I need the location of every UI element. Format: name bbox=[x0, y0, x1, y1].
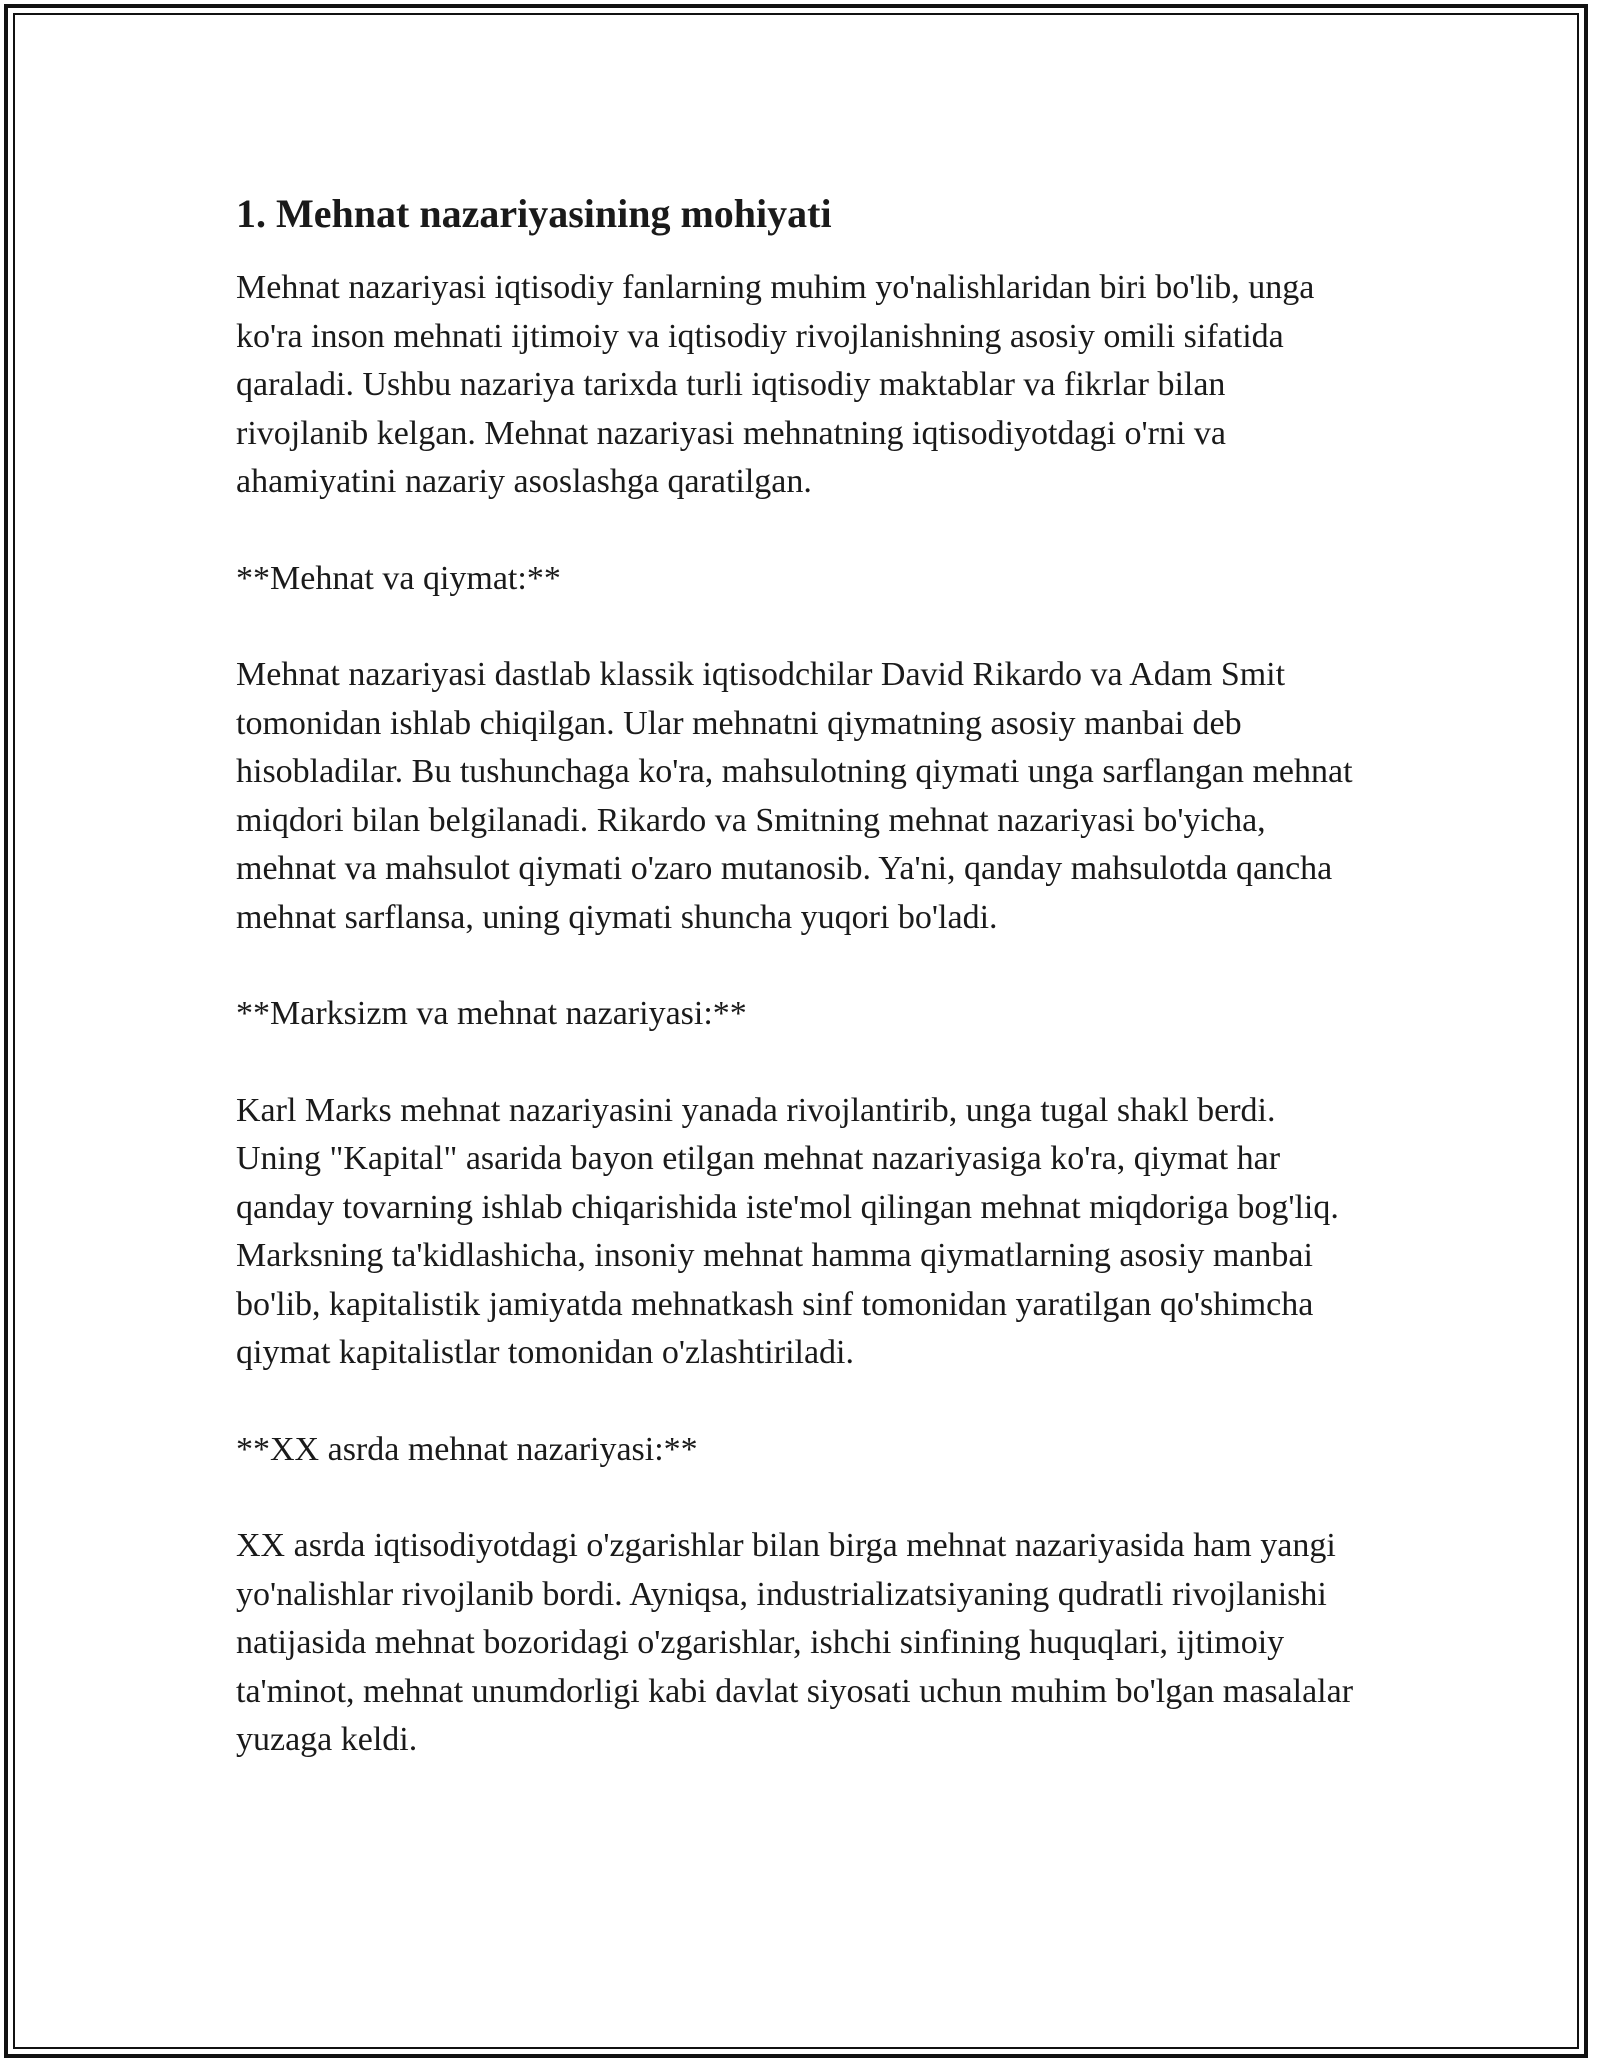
intro-paragraph: Mehnat nazariyasi iqtisodiy fanlarning muhim yo'nalishlaridan biri bo'lib, unga ko'ra inson mehnati ijtimoiy va iqtisodiy rivojlanishning asosiy omili sifatida qaraladi. Ushbu nazariya tarixda turli iqtisodiy maktablar va fikrlar bilan rivojlanib kelgan. Mehnat nazariyasi mehnatning iqtisodiyotdagi o'rni va ahamiyatini nazariy asoslashga qaratilgan. bbox=[236, 269, 1315, 500]
paragraph-20th-century: XX asrda iqtisodiyotdagi o'zgarishlar bilan birga mehnat nazariyasida ham yangi yo'nalishlar rivojlanib bordi. Ayniqsa, industrializatsiyaning qudratli rivojlanishi natijasida mehnat bozoridagi o'zgarishlar, ishchi sinfining huquqlari, ijtimoiy ta'minot, mehnat unumdorligi kabi davlat siyosati uchun muhim bo'lgan masalalar yuzaga keldi. bbox=[236, 1527, 1354, 1758]
subheading-20th-century: **XX asrda mehnat nazariyasi:** bbox=[236, 1430, 698, 1468]
paragraph-labor-and-value: Mehnat nazariyasi dastlab klassik iqtisodchilar David Rikardo va Adam Smit tomonidan ishlab chiqilgan. Ular mehnatni qiymatning asosiy manbai deb hisobladilar. Bu tushunchaga ko'ra, mahsulotning qiymati unga sarflangan mehnat miqdori bilan belgilanadi. Rikardo va Smitning mehnat nazariyasi bo'yicha, mehnat va mahsulot qiymati o'zaro mutanosib. Ya'ni, qanday mahsulotda qancha mehnat sarflansa, uning qiymati shuncha yuqori bo'ladi. bbox=[236, 656, 1353, 936]
paragraph-marxism: Karl Marks mehnat nazariyasini yanada rivojlantirib, unga tugal shakl berdi. Uning "Kapital" asarida bayon etilgan mehnat nazariyasiga ko'ra, qiymat har qanday tovarning ishlab chiqarishida iste'mol qilingan mehnat miqdoriga bog'liq. Marksning ta'kidlashicha, insoniy mehnat hamma qiymatlarning asosiy manbai bo'lib, kapitalistik jamiyatda mehnatkash sinf tomonidan yaratilgan qo'shimcha qiymat kapitalistlar tomonidan o'zlashtiriladi. bbox=[236, 1091, 1339, 1371]
section-heading: 1. Mehnat nazariyasining mohiyati bbox=[236, 191, 832, 236]
subheading-labor-and-value: **Mehnat va qiymat:** bbox=[236, 559, 561, 597]
document-body bbox=[236, 186, 1366, 1813]
subheading-marxism: **Marksizm va mehnat nazariyasi:** bbox=[236, 995, 747, 1032]
